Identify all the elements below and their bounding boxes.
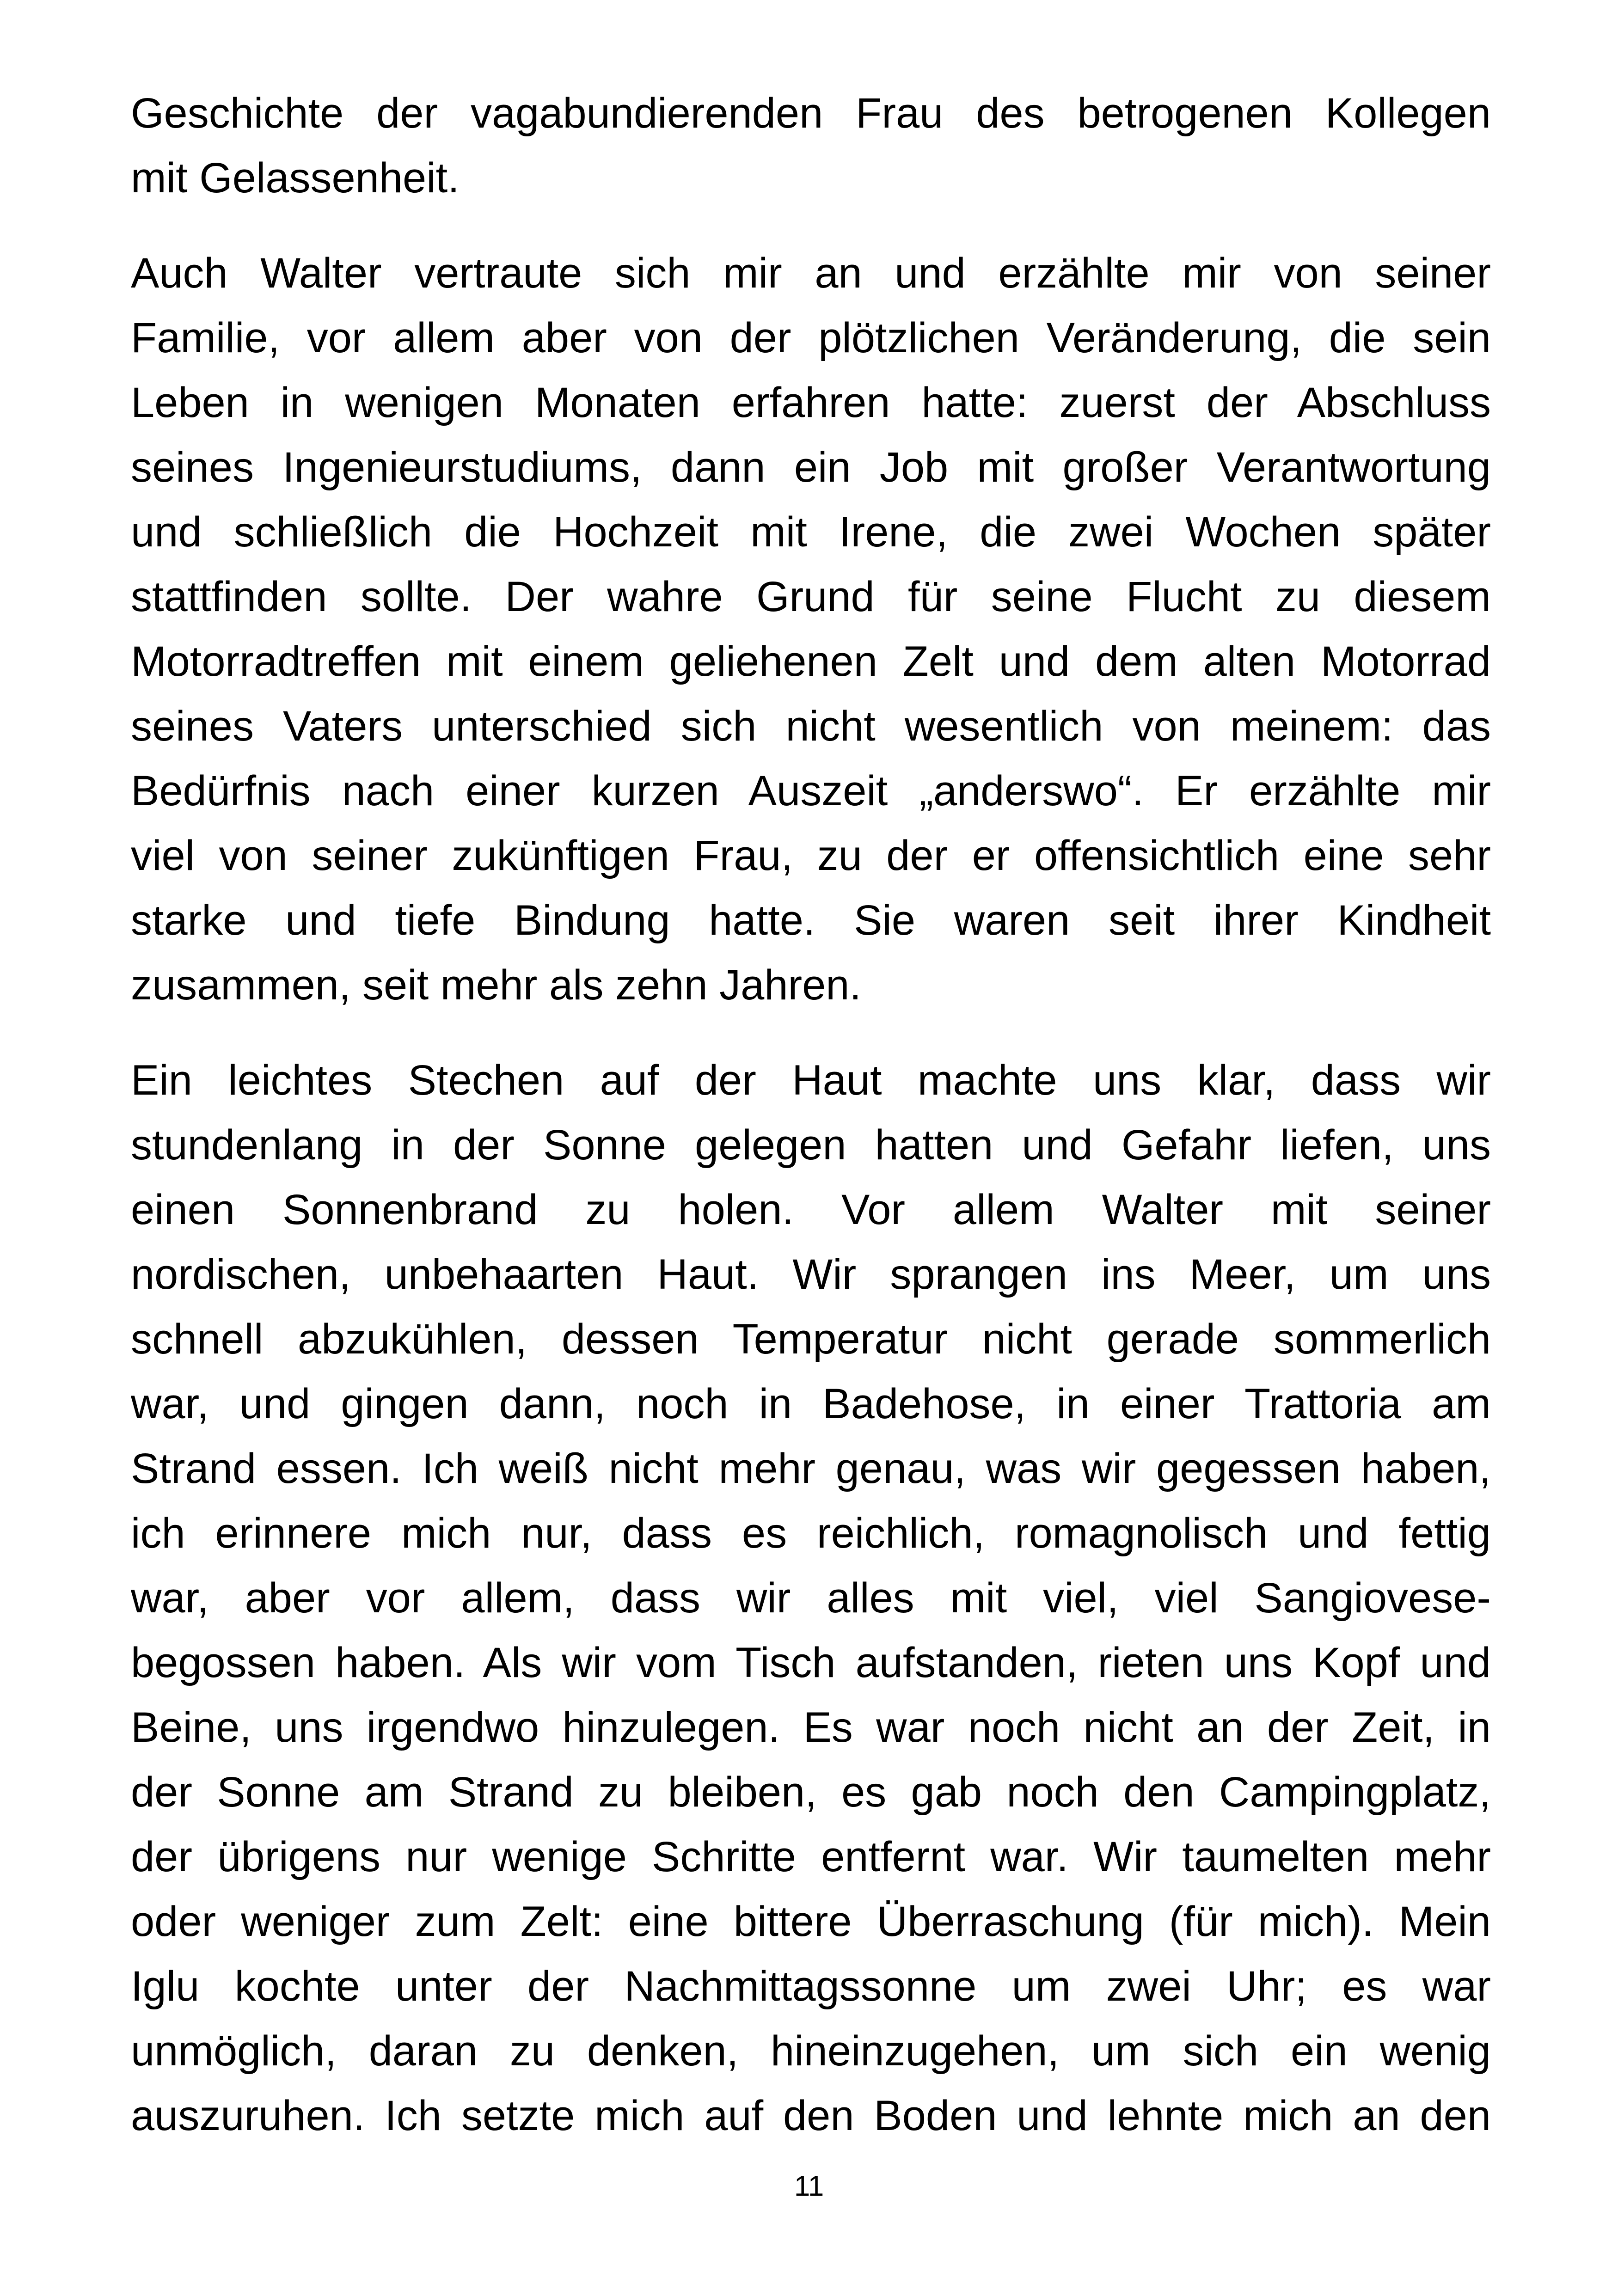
text-line: nordischen, unbehaarten Haut. Wir sprangen ins Meer, um uns bbox=[131, 1251, 1491, 1298]
text-line: oder weniger zum Zelt: eine bittere Überraschung (für mich). Mein bbox=[131, 1898, 1491, 1945]
text-line: begossen haben. Als wir vom Tisch aufstanden, rieten uns Kopf und bbox=[131, 1639, 1491, 1686]
text-line: seines Ingenieurstudiums, dann ein Job mit großer Verantwortung bbox=[131, 444, 1491, 491]
text-line: auszuruhen. Ich setzte mich auf den Boden und lehnte mich an den bbox=[131, 2092, 1491, 2139]
paragraph-1 bbox=[131, 81, 1491, 210]
text-line: Iglu kochte unter der Nachmittagssonne um zwei Uhr; es war bbox=[131, 1963, 1491, 2010]
text-line: Beine, uns irgendwo hinzulegen. Es war noch nicht an der Zeit, in bbox=[131, 1704, 1491, 1751]
text-line: der Sonne am Strand zu bleiben, es gab noch den Campingplatz, bbox=[131, 1769, 1491, 1816]
text-line: mit Gelassenheit. bbox=[131, 154, 460, 202]
text-line: Motorradtreffen mit einem geliehenen Zelt und dem alten Motorrad bbox=[131, 638, 1491, 685]
text-line: und schließlich die Hochzeit mit Irene, die zwei Wochen später bbox=[131, 508, 1491, 556]
text-line: war, aber vor allem, dass wir alles mit viel, viel Sangiovese- bbox=[131, 1574, 1491, 1622]
paragraph-2 bbox=[131, 241, 1491, 1017]
text-line: schnell abzukühlen, dessen Temperatur nicht gerade sommerlich bbox=[131, 1316, 1491, 1363]
page-number: 11 bbox=[794, 2170, 824, 2202]
text-line: Leben in wenigen Monaten erfahren hatte: zuerst der Abschluss bbox=[131, 379, 1491, 426]
text-line: starke und tiefe Bindung hatte. Sie waren seit ihrer Kindheit bbox=[131, 897, 1491, 944]
text-line: Geschichte der vagabundierenden Frau des betrogenen Kollegen bbox=[131, 90, 1491, 137]
text-line: war, und gingen dann, noch in Badehose, in einer Trattoria am bbox=[131, 1380, 1491, 1427]
text-line: ich erinnere mich nur, dass es reichlich, romagnolisch und fettig bbox=[131, 1510, 1491, 1557]
text-line: viel von seiner zukünftigen Frau, zu der er offensichtlich eine sehr bbox=[131, 832, 1491, 879]
text-line: einen Sonnenbrand zu holen. Vor allem Walter mit seiner bbox=[131, 1186, 1491, 1233]
paragraph-3 bbox=[131, 1048, 1491, 2148]
body-text bbox=[131, 81, 1491, 2148]
text-line: Auch Walter vertraute sich mir an und erzählte mir von seiner bbox=[131, 250, 1491, 297]
text-line: Familie, vor allem aber von der plötzlichen Veränderung, die sein bbox=[131, 314, 1491, 361]
text-line: seines Vaters unterschied sich nicht wesentlich von meinem: das bbox=[131, 703, 1491, 750]
text-line: stattfinden sollte. Der wahre Grund für seine Flucht zu diesem bbox=[131, 573, 1491, 620]
text-line: Ein leichtes Stechen auf der Haut machte uns klar, dass wir bbox=[131, 1057, 1491, 1104]
text-line: Strand essen. Ich weiß nicht mehr genau, was wir gegessen haben, bbox=[131, 1445, 1491, 1492]
text-line: der übrigens nur wenige Schritte entfernt war. Wir taumelten mehr bbox=[131, 1833, 1491, 1880]
text-line: Bedürfnis nach einer kurzen Auszeit „anderswo“. Er erzählte mir bbox=[131, 767, 1491, 814]
text-line: stundenlang in der Sonne gelegen hatten und Gefahr liefen, uns bbox=[131, 1121, 1491, 1169]
text-line: zusammen, seit mehr als zehn Jahren. bbox=[131, 961, 862, 1009]
text-line: unmöglich, daran zu denken, hineinzugehen, um sich ein wenig bbox=[131, 2027, 1491, 2075]
